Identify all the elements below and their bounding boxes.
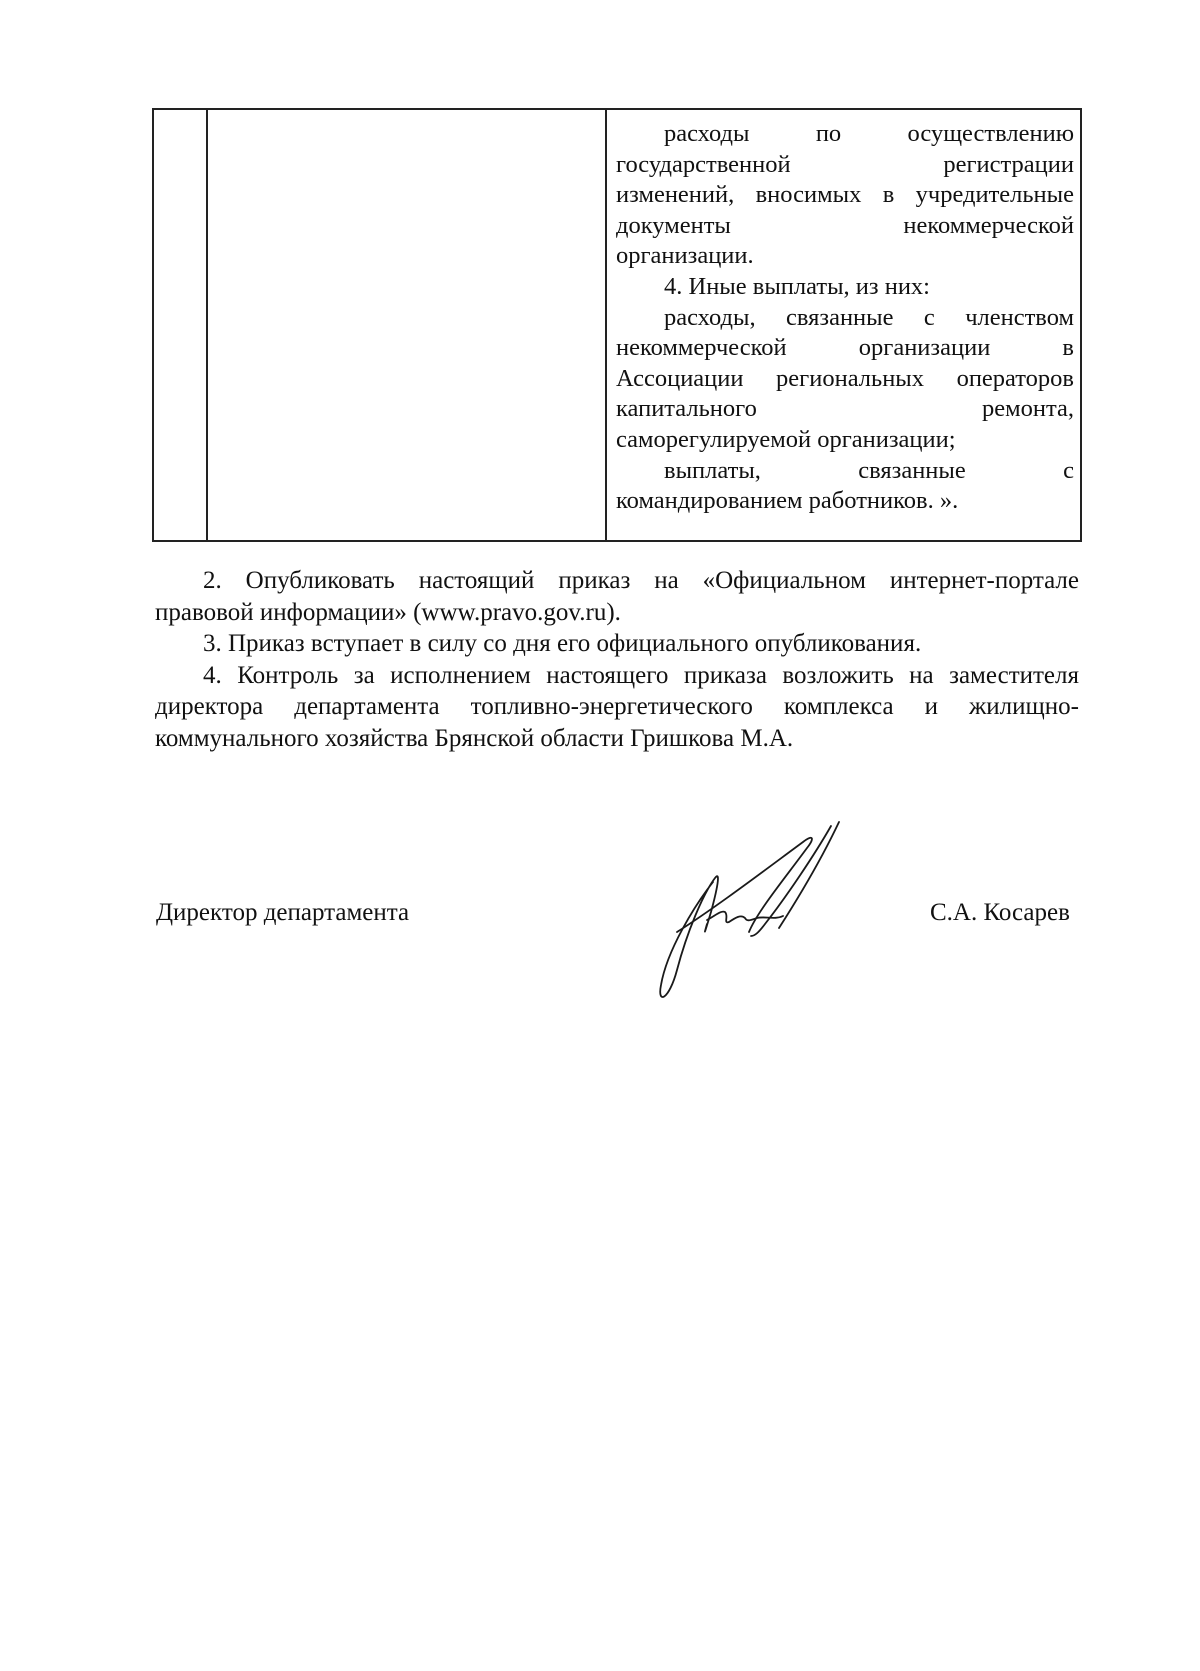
signatory-title: Директор департамента — [156, 899, 410, 926]
table-cell-text-line: документы некоммерческой — [616, 211, 1074, 239]
body-paragraph-line: коммунального хозяйства Брянской области Гришкова М.А. — [155, 724, 794, 752]
table-cell-text-line: организации. — [616, 242, 754, 270]
table-row — [153, 109, 1081, 541]
signatory-name: С.А. Косарев — [930, 899, 1070, 926]
expenses-table — [152, 108, 1082, 542]
table-cell-description — [606, 109, 1081, 541]
body-paragraph-line: 4. Контроль за исполнением настоящего приказа возложить на заместителя — [203, 661, 1079, 689]
body-paragraph-line: правовой информации» (www.pravo.gov.ru). — [155, 598, 621, 626]
table-cell-text-line: выплаты, связанные с — [664, 456, 1074, 484]
table-cell-text-line: командированием работников. ». — [616, 487, 959, 515]
order-body-text — [155, 565, 1079, 754]
table-cell-text-line: расходы по осуществлению — [664, 120, 1074, 147]
table-cell-text — [607, 110, 1080, 525]
body-paragraph-line: 3. Приказ вступает в силу со дня его официального опубликования. — [203, 630, 922, 657]
table-cell-text-line: 4. Иные выплаты, из них: — [664, 272, 930, 300]
table-cell-text-line: изменений, вносимых в учредительные — [616, 181, 1074, 209]
handwritten-signature-icon — [655, 820, 895, 1010]
body-paragraph-line: 2. Опубликовать настоящий приказ на «Официальном интернет-портале — [203, 567, 1079, 594]
table-cell-text-line: капитального ремонта, — [616, 395, 1074, 423]
table-cell-number — [153, 109, 207, 541]
table-cell-text-line: государственной регистрации — [616, 150, 1074, 178]
table-cell-text-line: Ассоциации региональных операторов — [616, 364, 1074, 392]
table-cell-text-line: саморегулируемой организации; — [616, 425, 956, 453]
table-cell-text-line: некоммерческой организации в — [616, 334, 1074, 362]
table-cell-name — [207, 109, 606, 541]
table-cell-text-line: расходы, связанные с членством — [664, 303, 1074, 331]
body-paragraph-line: директора департамента топливно-энергетического комплекса и жилищно- — [155, 693, 1079, 720]
